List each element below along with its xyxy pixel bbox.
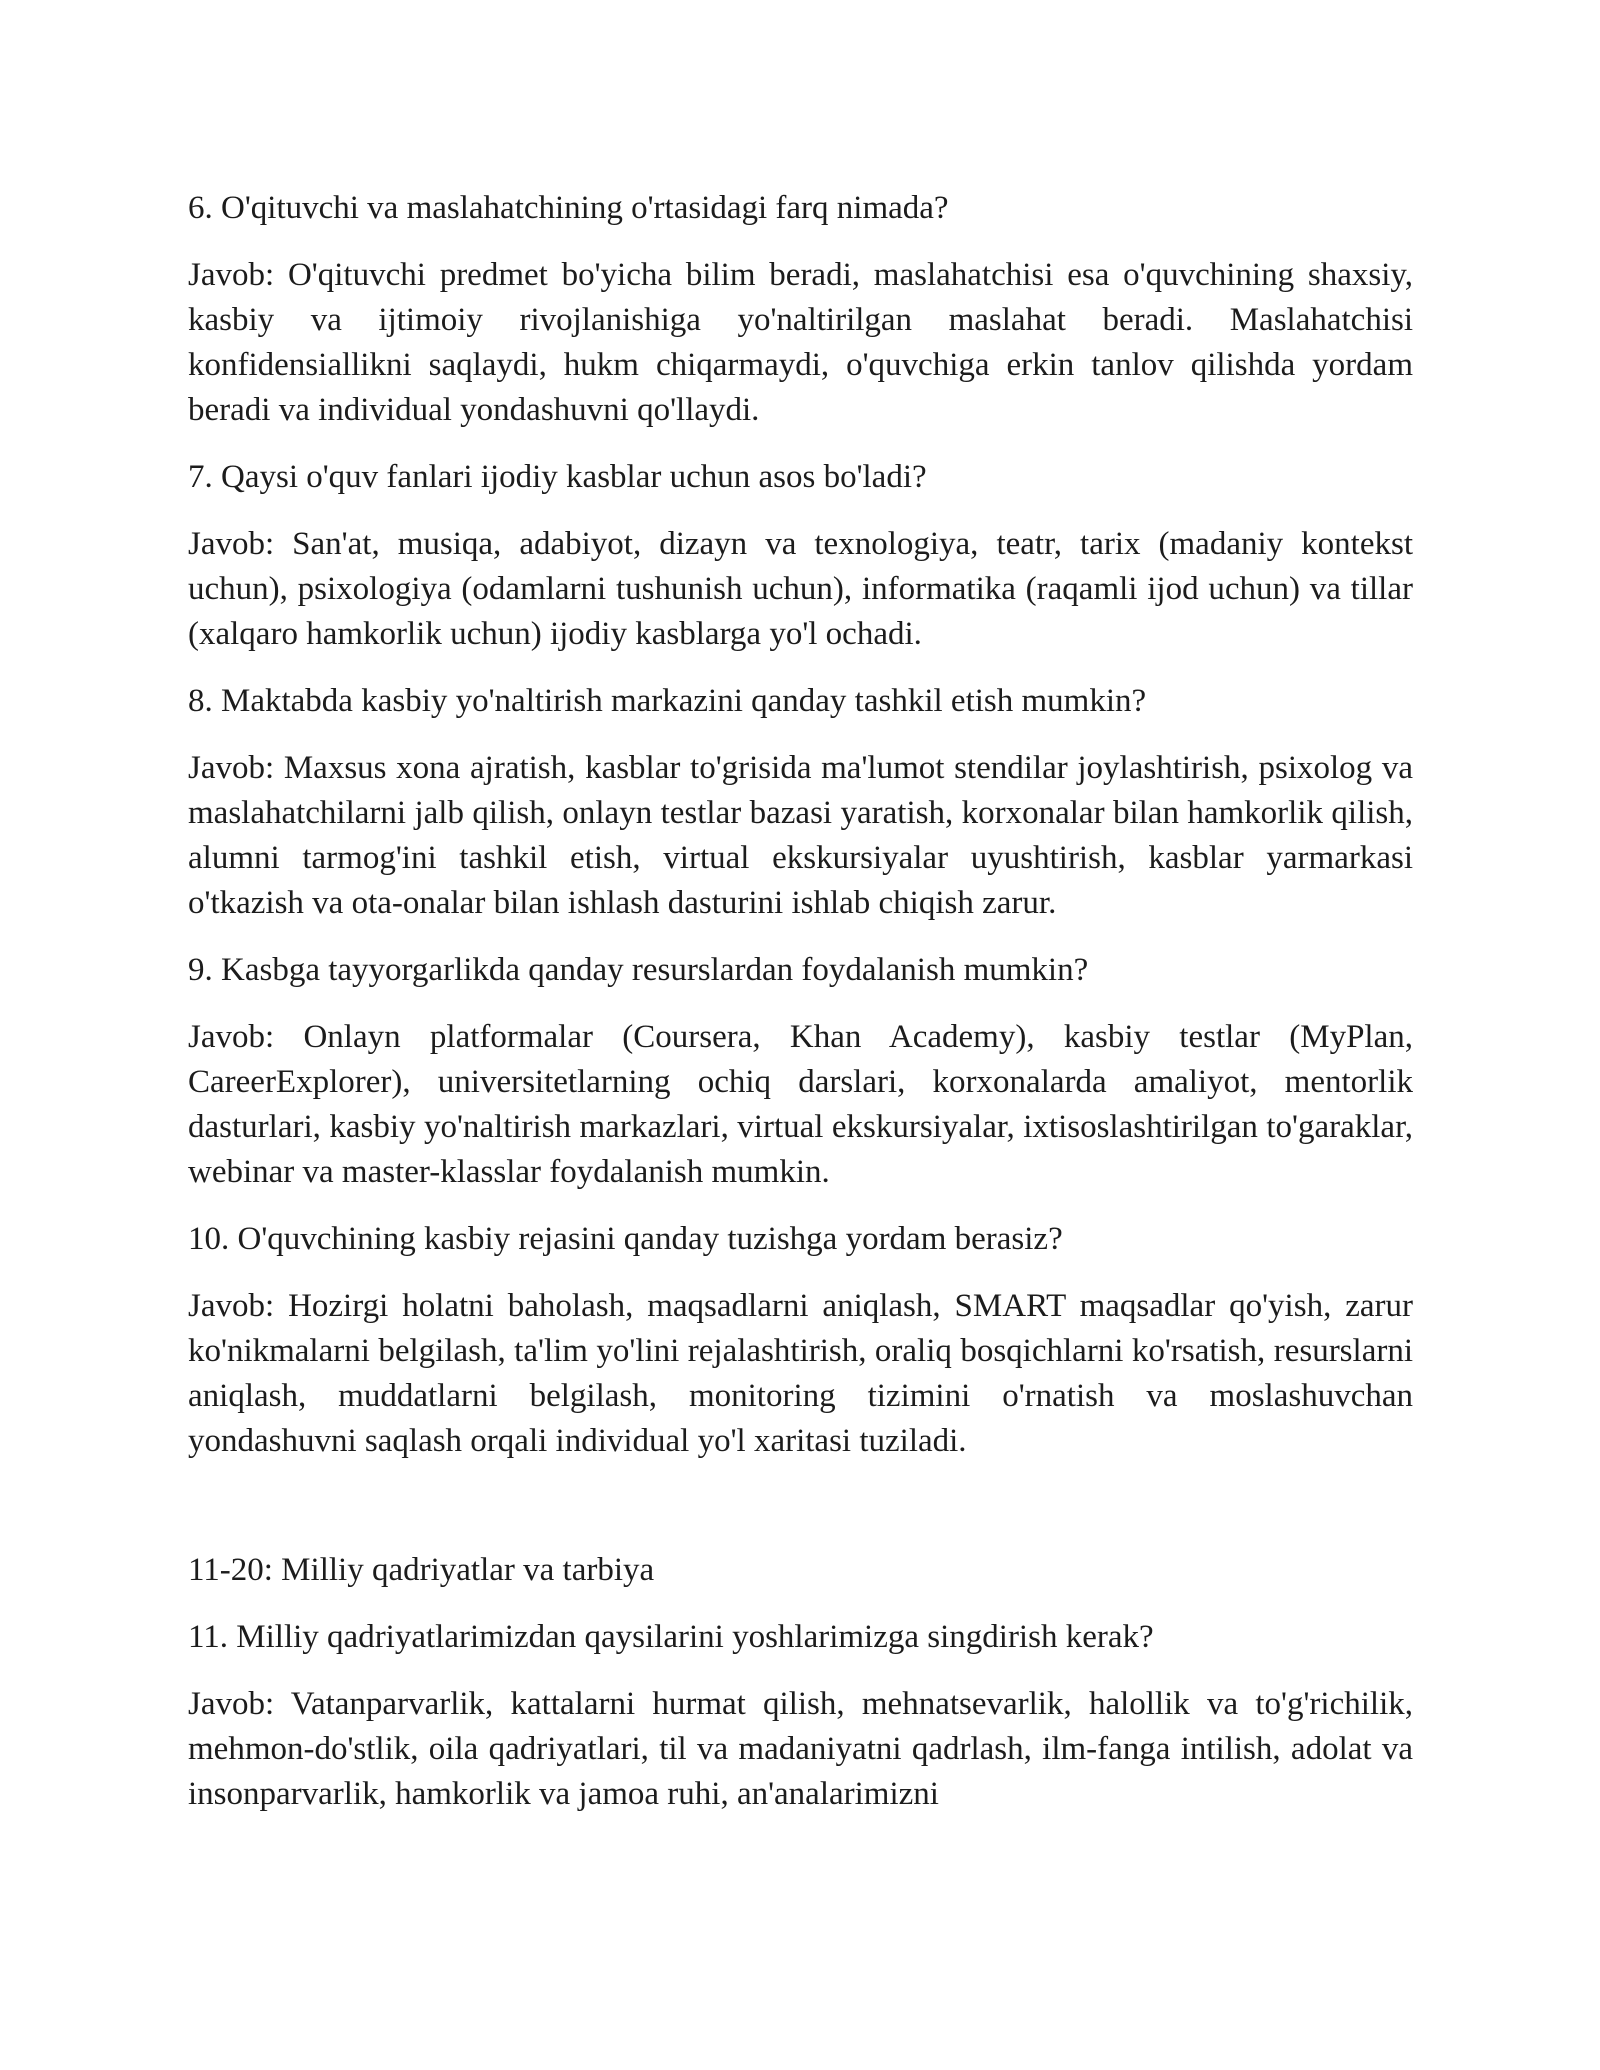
question-10: 10. O'quvchining kasbiy rejasini qanday tuzishga yordam berasiz? <box>188 1221 1063 1257</box>
question-8: 8. Maktabda kasbiy yo'naltirish markazini qanday tashkil etish mumkin? <box>188 683 1147 719</box>
document-page <box>188 186 1413 1839</box>
answer-10: Javob: Hozirgi holatni baholash, maqsadlarni aniqlash, SMART maqsadlar qo'yish, zarur ko'nikmalarni belgilash, ta'lim yo'lini rejalashtirish, oraliq bosqichlarni ko'rsatish, resurslarni aniqlash, muddatlarni belgilash, monitoring tizimini o'rnatish va moslashuvchan yondashuvni saqlash orqali individual yo'l xaritasi tuziladi. <box>188 1288 1413 1459</box>
answer-9: Javob: Onlayn platformalar (Coursera, Khan Academy), kasbiy testlar (MyPlan, CareerExplorer), universitetlarning ochiq darslari, korxonalarda amaliyot, mentorlik dasturlari, kasbiy yo'naltirish markazlari, virtual ekskursiyalar, ixtisoslashtirilgan to'garaklar, webinar va master-klasslar foydalanish mumkin. <box>188 1019 1413 1190</box>
question-6: 6. O'qituvchi va maslahatchining o'rtasidagi farq nimada? <box>188 190 949 226</box>
answer-11: Javob: Vatanparvarlik, kattalarni hurmat qilish, mehnatsevarlik, halollik va to'g'richilik, mehmon-do'stlik, oila qadriyatlari, til va madaniyatni qadrlash, ilm-fanga intilish, adolat va insonparvarlik, hamkorlik va jamoa ruhi, an'analarimizni <box>188 1686 1413 1812</box>
answer-6: Javob: O'qituvchi predmet bo'yicha bilim beradi, maslahatchisi esa o'quvchining shaxsiy, kasbiy va ijtimoiy rivojlanishiga yo'naltirilgan maslahat beradi. Maslahatchisi konfidensiallikni saqlaydi, hukm chiqarmaydi, o'quvchiga erkin tanlov qilishda yordam beradi va individual yondashuvni qo'llaydi. <box>188 257 1413 428</box>
question-11: 11. Milliy qadriyatlarimizdan qaysilarini yoshlarimizga singdirish kerak? <box>188 1619 1154 1655</box>
section-heading: 11-20: Milliy qadriyatlar va tarbiya <box>188 1552 655 1588</box>
question-7: 7. Qaysi o'quv fanlari ijodiy kasblar uchun asos bo'ladi? <box>188 459 927 495</box>
answer-8: Javob: Maxsus xona ajratish, kasblar to'grisida ma'lumot stendilar joylashtirish, psixolog va maslahatchilarni jalb qilish, onlayn testlar bazasi yaratish, korxonalar bilan hamkorlik qilish, alumni tarmog'ini tashkil etish, virtual ekskursiyalar uyushtirish, kasblar yarmarkasi o'tkazish va ota-onalar bilan ishlash dasturini ishlab chiqish zarur. <box>188 750 1413 921</box>
answer-7: Javob: San'at, musiqa, adabiyot, dizayn va texnologiya, teatr, tarix (madaniy kontekst uchun), psixologiya (odamlarni tushunish uchun), informatika (raqamli ijod uchun) va tillar (xalqaro hamkorlik uchun) ijodiy kasblarga yo'l ochadi. <box>188 526 1413 652</box>
question-9: 9. Kasbga tayyorgarlikda qanday resurslardan foydalanish mumkin? <box>188 952 1089 988</box>
